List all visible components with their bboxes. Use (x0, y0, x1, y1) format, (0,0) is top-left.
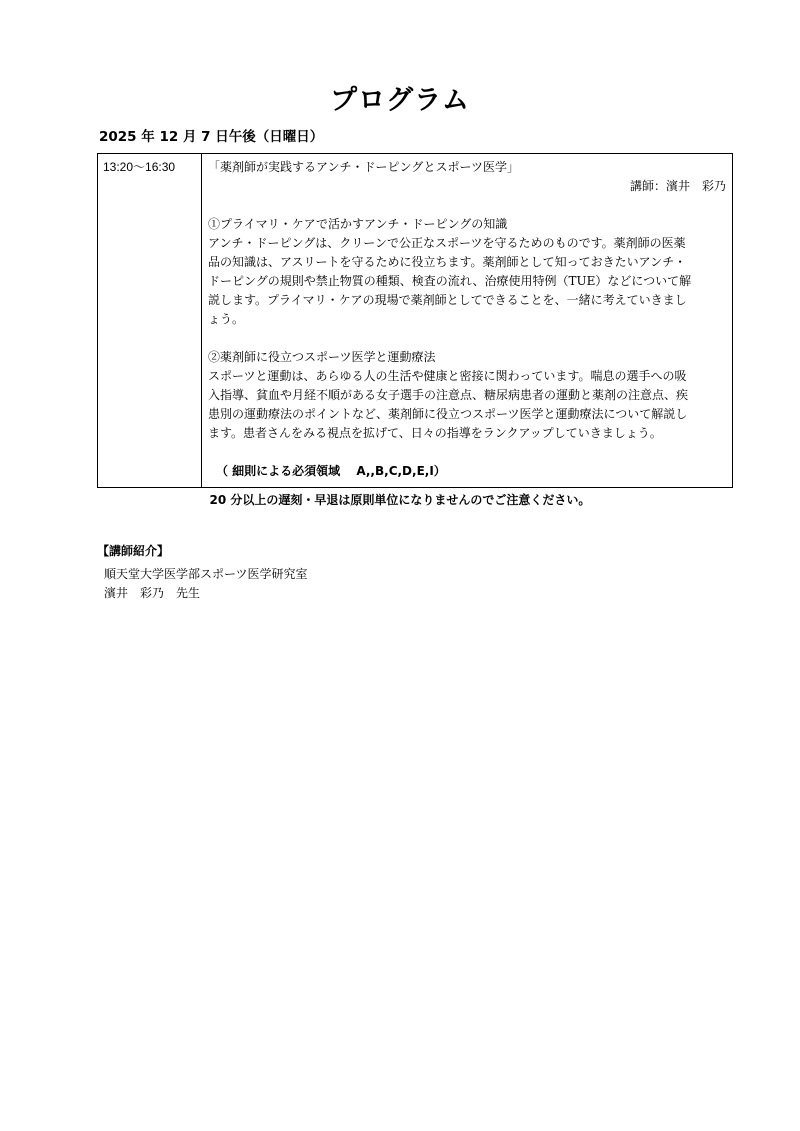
description-line: 患別の運動療法のポイントなど、薬剤師に役立つスポーツ医学と運動療法について解説し (208, 407, 688, 421)
part1-description (208, 234, 726, 329)
description-line: ドーピングの規則や禁止物質の種類、検査の流れ、治療使用特例（TUE）などについて解 (208, 274, 692, 288)
lecturer-affiliation: 順天堂大学医学部スポーツ医学研究室 (104, 567, 308, 581)
program-table (97, 153, 733, 488)
program-date: 2025 年 12 月 7 日午後（日曜日） (99, 129, 324, 145)
part2-description (208, 367, 726, 443)
attendance-note: 20 分以上の遅刻・早退は原則単位になりませんのでご注意ください。 (209, 493, 591, 507)
session-time: 13:20～16:30 (98, 154, 202, 487)
description-line: アンチ・ドーピングは、クリーンで公正なスポーツを守るためのものです。薬剤師の医薬 (208, 236, 686, 250)
required-fields: （ 細則による必須領域 A,,B,C,D,E,I） (216, 464, 446, 478)
description-line: ょう。 (208, 312, 245, 326)
lecturer-intro-heading: 【講師紹介】 (97, 544, 170, 558)
session-theme: 「薬剤師が実践するアンチ・ドーピングとスポーツ医学」 (208, 160, 520, 174)
session-content (202, 154, 732, 487)
part2-heading: ②薬剤師に役立つスポーツ医学と運動療法 (208, 350, 436, 364)
lecturer-name: 濱井 彩乃 先生 (104, 586, 201, 600)
description-line: スポーツと運動は、あらゆる人の生活や健康と密接に関わっています。喘息の選手への吸 (208, 369, 687, 383)
description-line: 品の知識は、アスリートを守るために役立ちます。薬剤師として知っておきたいアンチ・ (208, 255, 687, 269)
session-lecturer: 講師：濱井 彩乃 (629, 179, 726, 193)
page-title: プログラム (330, 85, 470, 116)
description-line: 説します。プライマリ・ケアの現場で薬剤師としてできることを、一緒に考えていきまし (208, 293, 687, 307)
description-line: ます。患者さんをみる視点を拡げて、日々の指導をランクアップしていきましょう。 (208, 426, 662, 440)
part1-heading: ①プライマリ・ケアで活かすアンチ・ドーピングの知識 (208, 217, 508, 231)
description-line: 入指導、貧血や月経不順がある女子選手の注意点、糖尿病患者の運動と薬剤の注意点、疾 (208, 388, 689, 402)
